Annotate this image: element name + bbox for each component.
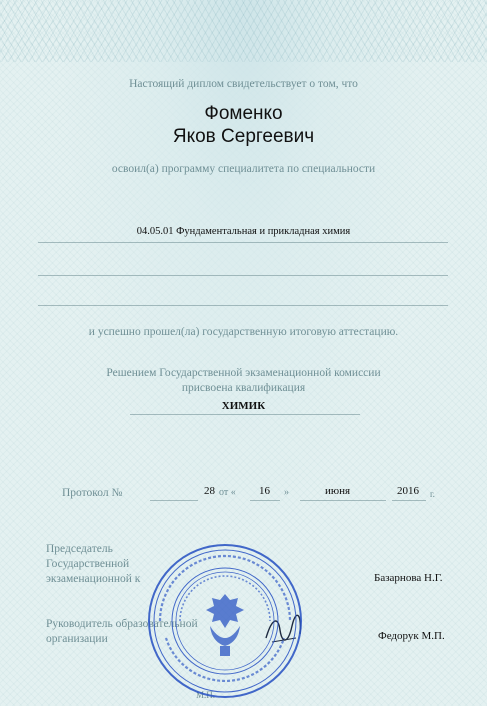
program-text: освоил(а) программу специалитета по специальности [111, 163, 376, 175]
seal-place-label: М.П. [196, 690, 216, 700]
protocol-number-underline [150, 500, 198, 501]
graduate-given-names: Яков Сергеевич [172, 126, 315, 147]
head-title-line2: организации [46, 633, 108, 645]
specialty-value: 04.05.01 Фундаментальная и прикладная химия [136, 226, 351, 237]
attestation-text: и успешно прошел(ла) государственную итоговую аттестацию. [88, 326, 399, 338]
specialty-underline [38, 242, 448, 243]
protocol-year: 2016 [397, 485, 419, 497]
official-seal [146, 542, 304, 700]
head-name: Федорук М.П. [378, 630, 445, 642]
protocol-day-close: » [284, 487, 289, 498]
protocol-year-suffix: г. [430, 489, 435, 499]
qualification-value: ХИМИК [221, 400, 266, 412]
protocol-year-underline [392, 500, 426, 501]
chairman-name: Базарнова Н.Г. [374, 572, 443, 584]
graduate-surname: Фоменко [204, 103, 283, 124]
specialty-underline-2 [38, 275, 448, 276]
decision-text-line1: Решением Государственной экзаменационной комиссии [106, 367, 381, 379]
protocol-from-label: от « [219, 487, 236, 498]
protocol-month-underline [300, 500, 386, 501]
qualification-underline [130, 414, 360, 415]
chairman-title-line1: Председатель [46, 543, 113, 555]
decision-text-line2: присвоена квалификация [181, 382, 306, 394]
decorative-frame [0, 0, 487, 62]
protocol-label: Протокол № [62, 487, 123, 499]
head-title-line1: Руководитель образовательной [46, 618, 198, 630]
chairman-title-line3: экзаменационной к [46, 573, 141, 585]
protocol-day-underline [250, 500, 280, 501]
chairman-title-line2: Государственной [46, 558, 130, 570]
protocol-number: 28 [204, 485, 215, 497]
protocol-month: июня [325, 485, 351, 497]
protocol-day: 16 [259, 485, 270, 497]
intro-text: Настоящий диплом свидетельствует о том, что [129, 78, 358, 90]
specialty-underline-3 [38, 305, 448, 306]
